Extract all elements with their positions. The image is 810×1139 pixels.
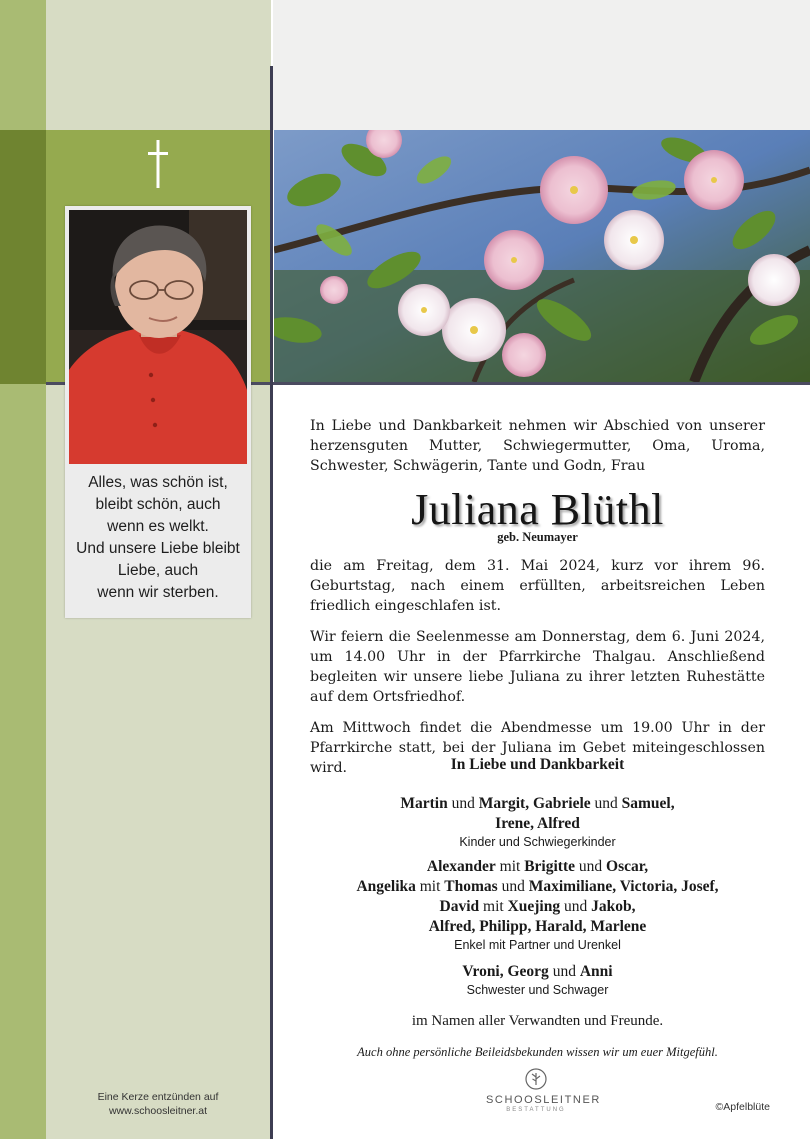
cross-icon <box>146 140 170 190</box>
death-paragraph: die am Freitag, dem 31. Mai 2024, kurz vor ihrem 96. Geburtstag, nach einem erfüllten, arbeitsreichen Leben friedlich eingeschlafen ist. <box>310 558 765 614</box>
intro-paragraph: In Liebe und Dankbarkeit nehmen wir Abschied von unserer herzensguten Mutter, Schwiegermutter, Oma, Uroma, Schwester, Schwägerin, Tante und Godn, Frau <box>310 418 765 474</box>
closing-heading: In Liebe und Dankbarkeit <box>450 756 625 773</box>
condolence-note: Auch ohne persönliche Beileidsbekunden wissen wir um euer Mitgefühl. <box>357 1045 718 1059</box>
tree-logo-icon <box>525 1068 547 1090</box>
mourners-siblings: Vroni, Georg und Anni Schwester und Schwager <box>462 963 613 997</box>
mourners-children: Martin und Margit, Gabriele und Samuel, Irene, Alfred Kinder und Schwiegerkinder <box>400 795 675 849</box>
header-band-dark <box>0 130 46 384</box>
portrait-photo <box>69 210 247 464</box>
announcement-paragraphs <box>310 556 765 778</box>
photo-credit: ©Apfelblüte <box>715 1101 770 1113</box>
funeral-paragraph: Wir feiern die Seelenmesse am Donnerstag, dem 6. Juni 2024, um 14.00 Uhr in der Pfarrkirche Thalgau. Anschließend begleiten wir unsere liebe Juliana zu ihrer letzten Ruhestätte auf dem Ortsfriedhof. <box>310 629 765 705</box>
evening-mass-paragraph: Am Mittwoch findet die Abendmesse um 19.00 Uhr in der Pfarrkirche statt, bei der Juliana im Gebet miteingeschlossen wird. <box>310 720 765 776</box>
candle-link[interactable]: Eine Kerze entzünden auf www.schoosleitner.at <box>97 1091 219 1117</box>
top-band <box>273 0 810 130</box>
mourners-grandchildren: Alexander mit Brigitte und Oscar, Angelika mit Thomas und Maximiliane, Victoria, Josef, David mit Xuejing und Jakob, Alfred, Philipp, Harald, Marlene Enkel mit Partner und Urenkel <box>356 858 719 952</box>
vertical-rule <box>270 66 273 1139</box>
funeral-home-logo: SCHOOSLEITNER BESTATTUNG <box>486 1068 586 1113</box>
family-line: im Namen aller Verwandten und Freunde. <box>411 1013 664 1029</box>
maiden-name: geb. Neumayer <box>497 530 578 544</box>
apple-blossom-photo <box>274 130 810 382</box>
quote-text: Alles, was schön ist, bleibt schön, auch wenn es welkt. Und unsere Liebe bleibt Liebe, auch wenn wir sterben. <box>76 474 240 601</box>
deceased-name: Juliana Blüthl <box>411 485 664 534</box>
